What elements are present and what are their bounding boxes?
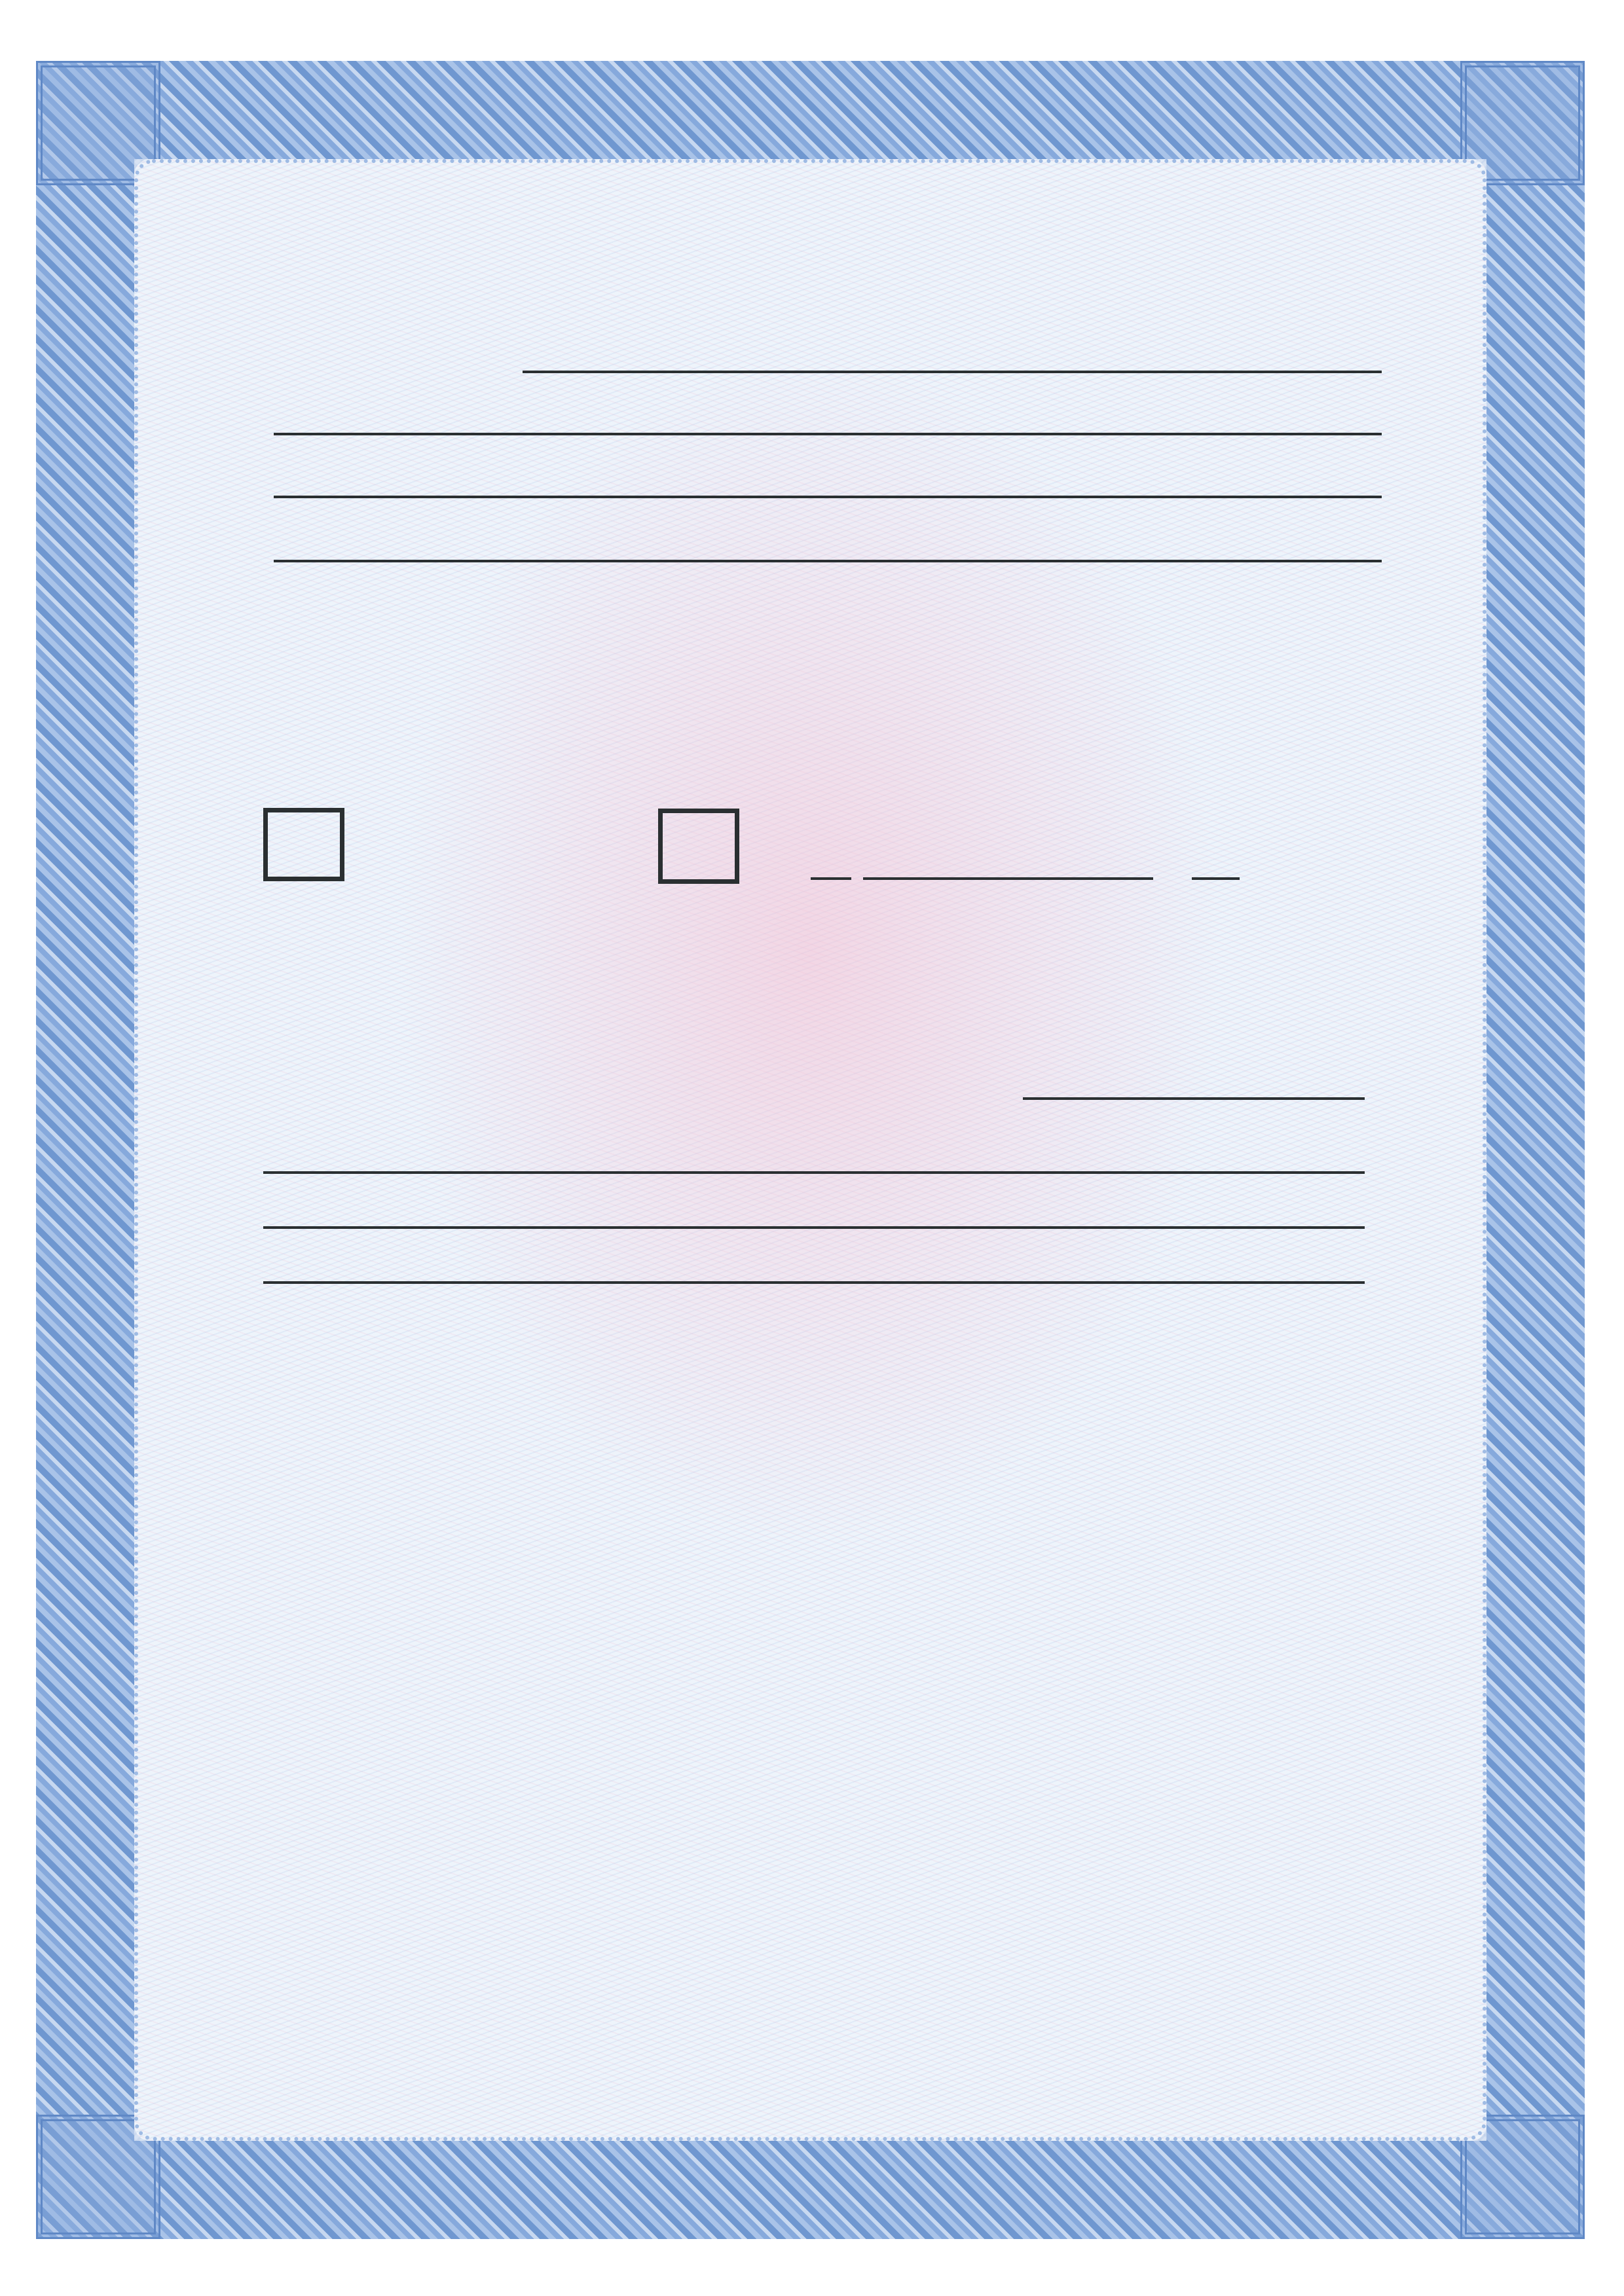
underline [523, 371, 1382, 373]
border-inner-edge [134, 159, 1486, 2141]
until-year-field[interactable] [1192, 877, 1240, 880]
blank-line [263, 1226, 1365, 1229]
blank-line [263, 1281, 1365, 1284]
blank-line [274, 560, 1382, 562]
checkbox-until-date[interactable] [658, 809, 739, 884]
until-month-field[interactable] [863, 877, 1153, 880]
checkbox-indefinite[interactable] [263, 808, 344, 881]
underline [1023, 1097, 1365, 1100]
underline [274, 433, 1382, 435]
until-day-field[interactable] [811, 877, 851, 880]
underline [263, 1171, 1365, 1174]
blank-line [274, 496, 1382, 498]
